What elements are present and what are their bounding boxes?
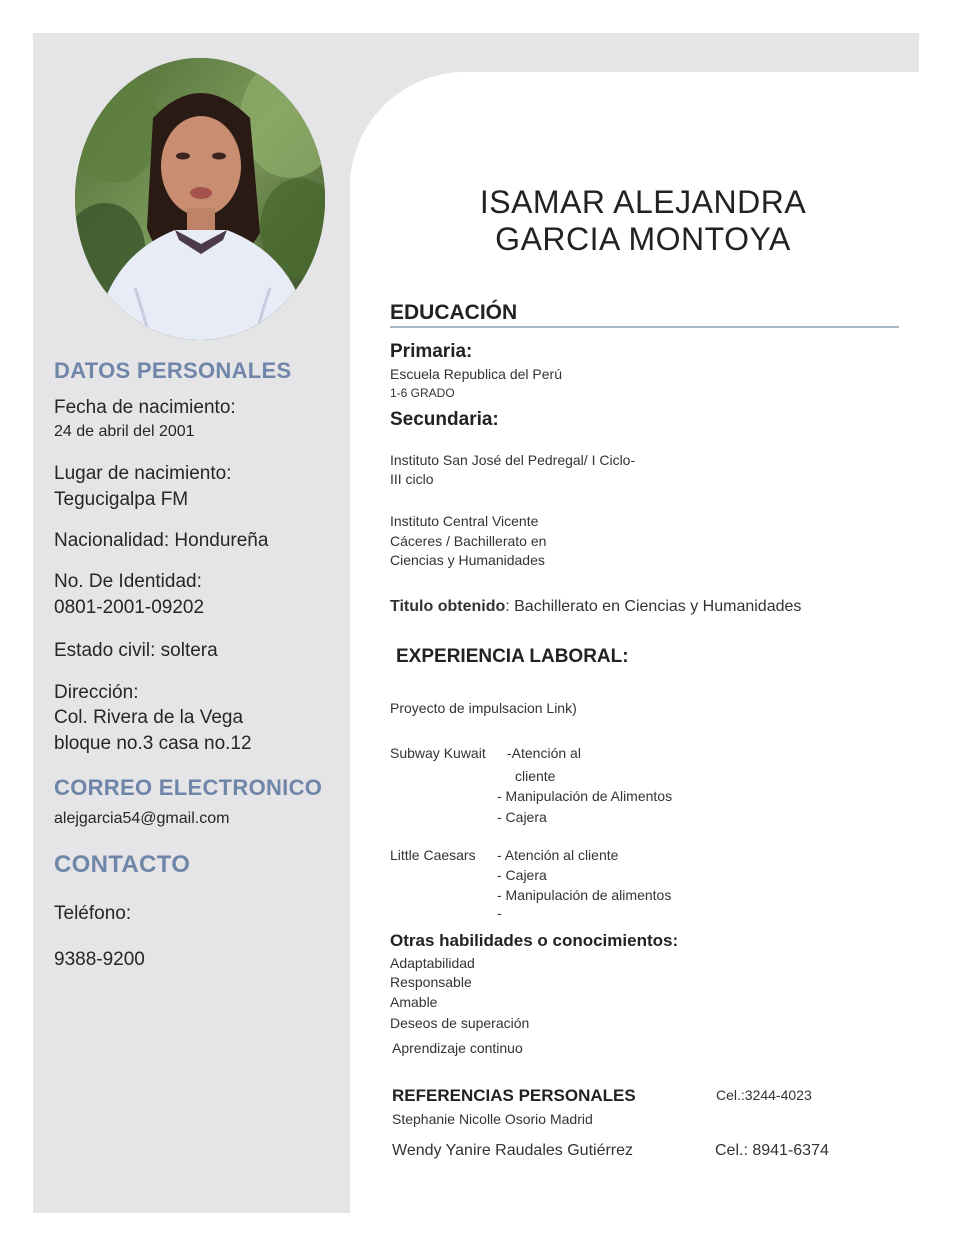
email-heading: CORREO ELECTRONICO [54,775,323,800]
birth-date-value: 24 de abril del 2001 [54,423,195,440]
reference2-phone: Cel.: 8941-6374 [715,1142,829,1159]
job2-line2: cliente [515,768,556,784]
job2-line4: - Cajera [497,809,547,825]
phone-label: Teléfono: [54,903,132,924]
skills-heading: Otras habilidades o conocimientos: [390,931,679,950]
job2-company: Subway Kuwait [390,745,486,761]
birth-date-label: Fecha de nacimiento: [54,397,236,418]
skill-item: Aprendizaje continuo [392,1040,523,1056]
primary-school: Escuela Republica del Perú [390,366,562,382]
degree-label: Titulo obtenido [390,598,506,615]
full-name-line2: GARCIA MONTOYA [495,221,791,257]
job1: Proyecto de impulsacion Link) [390,700,577,716]
reference1-phone: Cel.:3244-4023 [716,1087,812,1103]
skill-item: Deseos de superación [390,1015,530,1031]
job2-line1: -Atención al [507,745,581,761]
experience-heading: EXPERIENCIA LABORAL: [396,646,629,667]
job3-line2: - Cajera [497,867,547,883]
id-number-value: 0801-2001-09202 [54,597,205,618]
phone-value: 9388-9200 [54,949,145,970]
secondary-school1-line2: III ciclo [390,471,434,487]
secondary-title: Secundaria: [390,409,499,430]
education-heading: EDUCACIÓN [390,301,518,324]
secondary-school1-line1: Instituto San José del Pedregal/ I Ciclo- [390,452,636,468]
reference1-name: Stephanie Nicolle Osorio Madrid [392,1111,593,1127]
secondary-school2-line2: Cáceres / Bachillerato en [390,533,547,549]
profile-photo [75,58,325,340]
civil-status: Estado civil: soltera [54,640,218,661]
job2-line3: - Manipulación de Alimentos [497,788,673,804]
birth-place-value: Tegucigalpa FM [54,489,189,510]
contact-heading: CONTACTO [54,851,191,878]
skill-item: Amable [390,994,438,1010]
birth-place-label: Lugar de nacimiento: [54,463,232,484]
job3-line3: - Manipulación de alimentos [497,887,672,903]
job3-line1: - Atención al cliente [497,847,619,863]
references-heading: REFERENCIAS PERSONALES [392,1086,636,1105]
address-line1: Col. Rivera de la Vega [54,707,244,728]
full-name-line1: ISAMAR ALEJANDRA [479,184,807,220]
reference2-name: Wendy Yanire Raudales Gutiérrez [392,1142,634,1159]
skill-item: Responsable [390,974,472,990]
personal-data-heading: DATOS PERSONALES [54,358,292,383]
job3-line4: - [497,905,502,921]
id-number-label: No. De Identidad: [54,571,202,592]
nationality: Nacionalidad: Hondureña [54,530,269,551]
page-bottom-margin [33,1213,957,1250]
primary-title: Primaria: [390,341,473,362]
degree-obtained [390,598,801,616]
job3-company: Little Caesars [390,847,476,863]
profile-photo-illustration [75,58,325,340]
secondary-school2-line1: Instituto Central Vicente [390,513,539,529]
degree-value: : Bachillerato en Ciencias y Humanidades [505,598,802,615]
email-value: alejgarcia54@gmail.com [54,810,230,827]
address-label: Dirección: [54,682,139,703]
education-divider [390,326,899,328]
secondary-school2-line3: Ciencias y Humanidades [390,552,545,568]
address-line2: bloque no.3 casa no.12 [54,733,252,754]
primary-grade: 1-6 GRADO [390,386,455,400]
skill-item: Adaptabilidad [390,955,475,971]
